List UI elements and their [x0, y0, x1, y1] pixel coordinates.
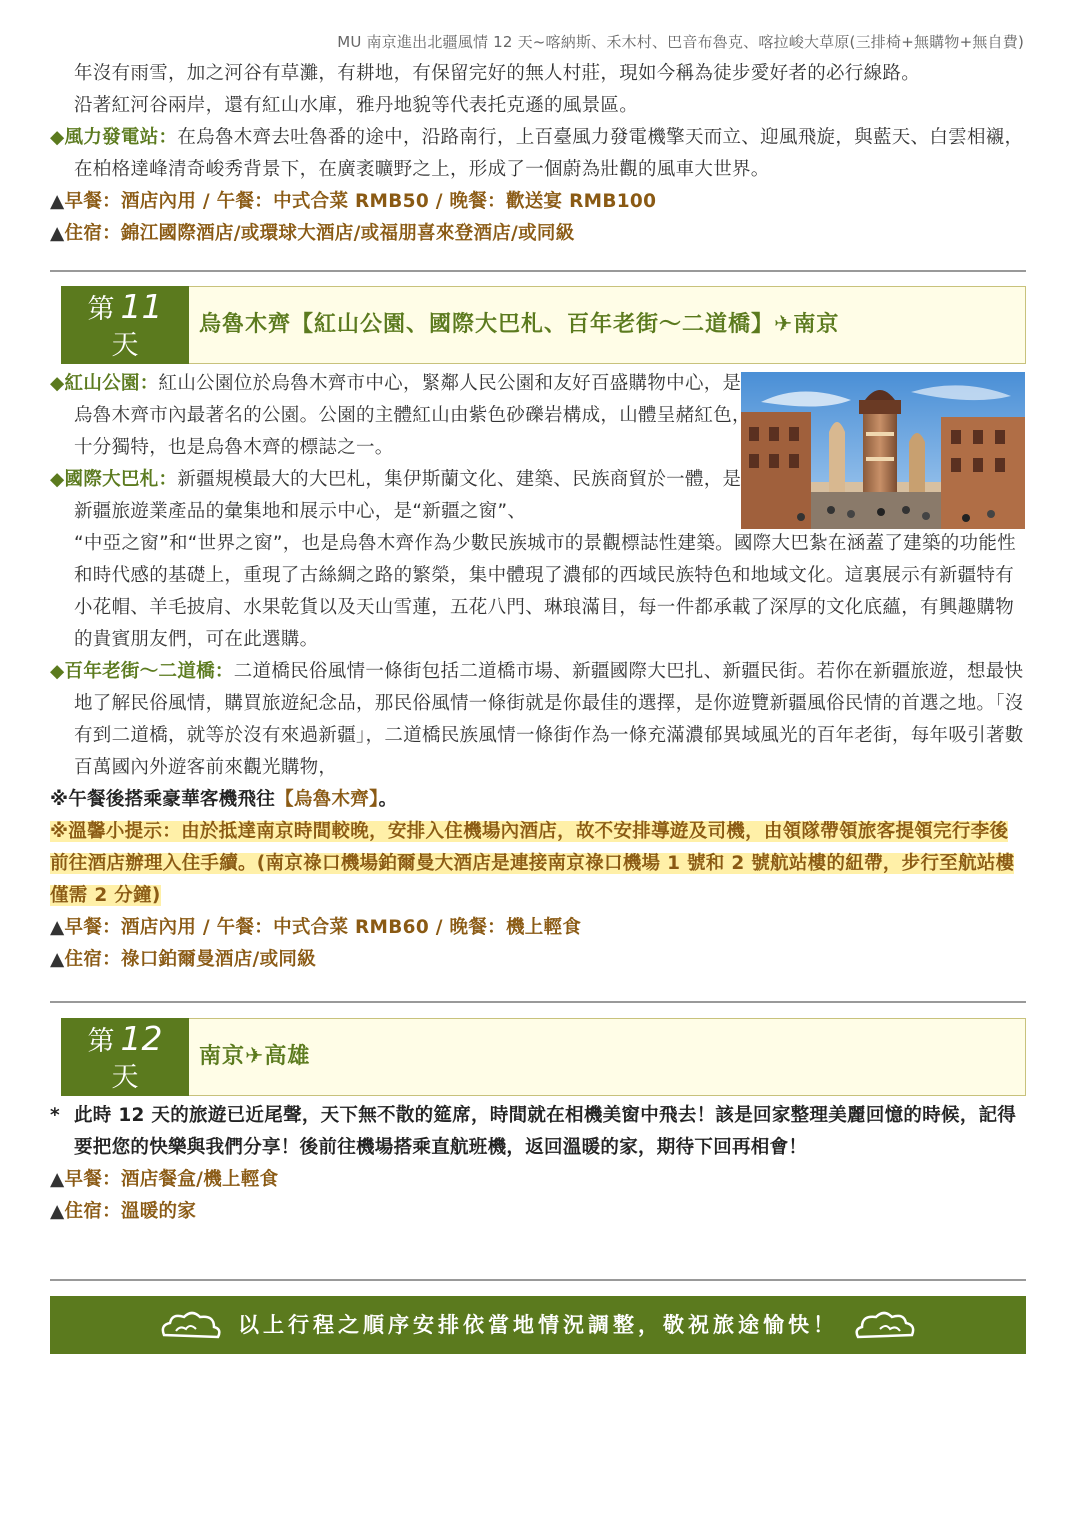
day-title: 烏魯木齊【紅山公園、國際大巴札、百年老街～二道橋】✈南京 — [199, 312, 840, 337]
hongshan-park-item — [50, 368, 752, 464]
hotel-line: ▲住宿：錦江國際酒店/或環球大酒店/或福朋喜來登酒店/或同級 — [50, 223, 575, 244]
divider — [50, 1279, 1026, 1281]
item-text: 紅山公園位於烏魯木齊市中心，緊鄰人民公園和友好百盛購物中心，是烏魯木齊市內最著名的公園。公園的主體紅山由紫色砂礫岩構成，山體呈赭紅色，十分獨特，也是烏魯木齊的標誌之一。 — [74, 373, 751, 458]
item-title: 國際大巴札： — [64, 469, 178, 490]
closing-paragraph: * 此時 12 天的旅遊已近尾聲，天下無不散的筵席，時間就在相機美窗中飛去！該是回家整理美麗回憶的時候，記得要把您的快樂與我們分享！後前往機場搭乘直航班機，返回溫暖的家，期待下回再相會！ — [50, 1100, 1026, 1164]
meal-line: ▲早餐：酒店內用 / 午餐：中式合菜 RMB50 / 晚餐：歡送宴 RMB100 — [50, 191, 657, 212]
triangle-icon: ▲ — [50, 191, 65, 212]
cloud-ornament-icon — [852, 1309, 918, 1343]
day12-header — [61, 1018, 1026, 1096]
divider — [50, 270, 1026, 272]
diamond-icon: ◆ — [50, 469, 65, 490]
triangle-icon: ▲ — [50, 1169, 65, 1190]
item-text: 在烏魯木齊去吐魯番的途中，沿路南行，上百臺風力發電機擎天而立、迎風飛旋，與藍天、白雲相襯，在柏格達峰清奇峻秀背景下，在廣袤曠野之上，形成了一個蔚為壯觀的風車大世界。 — [74, 127, 1024, 180]
flight-note: ※午餐後搭乘豪華客機飛往【烏魯木齊】。 — [50, 789, 398, 810]
asterisk-marker: * — [50, 1105, 60, 1126]
meal-line: ▲早餐：酒店內用 / 午餐：中式合菜 RMB60 / 晚餐：機上輕食 — [50, 917, 582, 938]
triangle-icon: ▲ — [50, 949, 65, 970]
day10-continuation — [50, 58, 1026, 250]
day-number: 第 12 天 — [61, 1018, 189, 1096]
day11-body — [50, 368, 1026, 976]
triangle-icon: ▲ — [50, 917, 65, 938]
triangle-icon: ▲ — [50, 223, 65, 244]
footer-text: 以上行程之順序安排依當地情況調整，敬祝旅途愉快！ — [238, 1313, 838, 1337]
page-header: MU 南京進出北疆風情 12 天~喀納斯、禾木村、巴音布魯克、喀拉峻大草原(三排椅+無購物+無自費) — [337, 33, 1024, 51]
diamond-icon: ◆ — [50, 127, 65, 148]
triangle-icon: ▲ — [50, 1201, 65, 1222]
paragraph: 沿著紅河谷兩岸，還有紅山水庫，雅丹地貌等代表托克遜的風景區。 — [74, 95, 639, 116]
item-title: 風力發電站： — [64, 127, 178, 148]
item-title: 百年老街～二道橋： — [64, 661, 234, 682]
day11-header — [61, 286, 1026, 364]
paragraph: 年沒有雨雪，加之河谷有草灘，有耕地，有保留完好的無人村莊，現如今稱為徒步愛好者的必行線路。 — [74, 63, 921, 84]
day-title: 南京✈高雄 — [199, 1044, 311, 1069]
item-text: 二道橋民俗風情一條街包括二道橋市場、新疆國際大巴扎、新疆民街。若你在新疆旅遊，想最快地了解民俗風情，購買旅遊紀念品，那民俗風情一條街就是你最佳的選擇，是你遊覽新疆風俗民情的首選之地。「沒有到二道橋，就等於沒有來過新疆」，二道橋民族風情一條街作為一條充滿濃郁異域風光的百年老街，每年吸引著數百萬國內外遊客前來觀光購物， — [74, 661, 1024, 778]
hotel-line: ▲住宿：溫暖的家 — [50, 1201, 197, 1222]
footer-banner — [50, 1296, 1026, 1354]
day12-body — [50, 1100, 1026, 1228]
diamond-icon: ◆ — [50, 661, 65, 682]
item-text: 新疆規模最大的大巴札，集伊斯蘭文化、建築、民族商貿於一體，是新疆旅遊業產品的彙集地和展示中心，是“新疆之窗”、 — [74, 469, 742, 522]
hotel-line: ▲住宿：祿口鉑爾曼酒店/或同級 — [50, 949, 316, 970]
grand-bazaar-item — [50, 464, 752, 528]
item-title: 紅山公園： — [64, 373, 159, 394]
grand-bazaar-continued: “中亞之窗”和“世界之窗”，也是烏魯木齊作為少數民族城市的景觀標誌性建築。國際大巴紮在涵蓋了建築的功能性和時代感的基礎上，重現了古絲綢之路的繁榮，集中體現了濃郁的西域民族特色和地域文化。這裏展示有新疆特有小花帽、羊毛披肩、水果乾貨以及天山雪蓮，五花八門、琳琅滿目，每一件都承載了深厚的文化底蘊，有興趣購物的貴賓朋友們，可在此選購。 — [74, 533, 1016, 650]
cloud-ornament-icon — [158, 1309, 224, 1343]
day-number: 第 11 天 — [61, 286, 189, 364]
divider — [50, 1001, 1026, 1003]
travel-tip: ※溫馨小提示：由於抵達南京時間較晚，安排入住機場內酒店，故不安排導遊及司機，由領隊帶領旅客提領完行李後前往酒店辦理入住手續。(南京祿口機場鉑爾曼大酒店是連接南京祿口機場 1 號和 2 號航站樓的紐帶，步行至航站樓僅需 2 分鐘) — [50, 821, 1015, 906]
diamond-icon: ◆ — [50, 373, 65, 394]
old-street-item — [50, 656, 1026, 784]
meal-line: ▲早餐：酒店餐盒/機上輕食 — [50, 1169, 279, 1190]
wind-farm-item — [50, 122, 1026, 186]
